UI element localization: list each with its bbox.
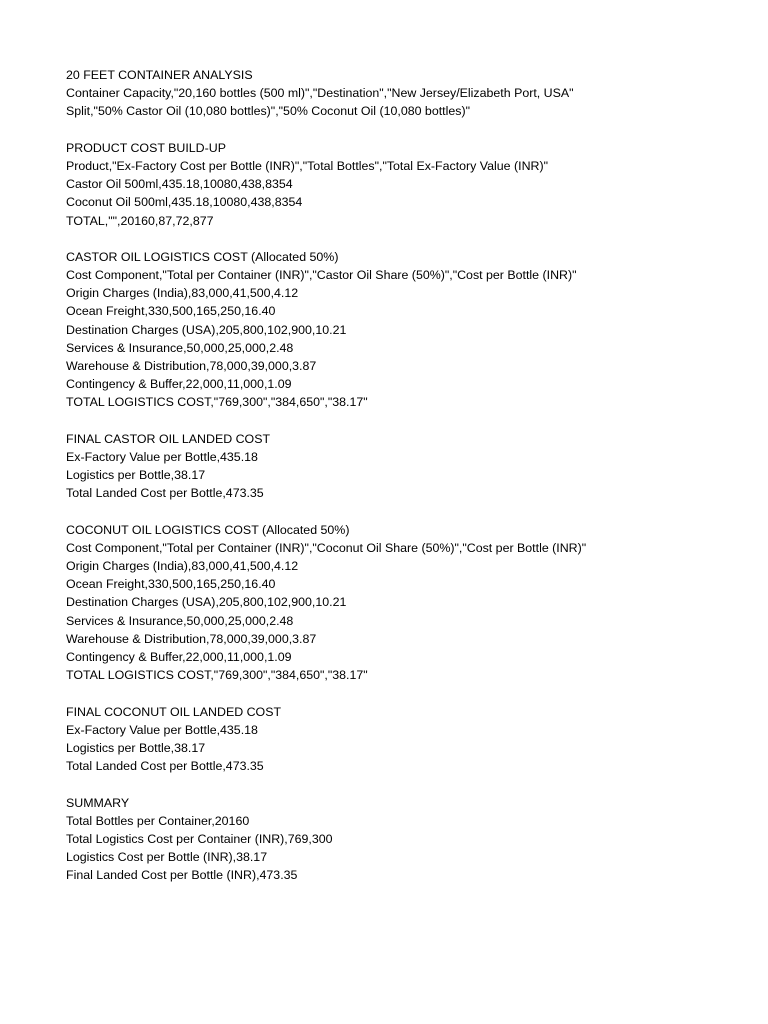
text-line: Cost Component,"Total per Container (INR)","Castor Oil Share (50%)","Cost per Bottle (INR)" — [66, 268, 577, 283]
section-container-analysis — [66, 66, 746, 121]
document-page — [66, 66, 746, 903]
text-line: Ex-Factory Value per Bottle,435.18 — [66, 722, 258, 737]
section-heading: SUMMARY — [66, 795, 130, 810]
text-line: Split,"50% Castor Oil (10,080 bottles)","50% Coconut Oil (10,080 bottles)" — [66, 104, 470, 119]
text-line: Destination Charges (USA),205,800,102,900,10.21 — [66, 322, 347, 337]
text-line: Origin Charges (India),83,000,41,500,4.12 — [66, 559, 299, 574]
section-coconut-logistics — [66, 521, 746, 685]
text-line: Contingency & Buffer,22,000,11,000,1.09 — [66, 377, 292, 392]
section-product-cost — [66, 139, 746, 230]
section-heading: 20 FEET CONTAINER ANALYSIS — [66, 68, 253, 82]
text-line: Services & Insurance,50,000,25,000,2.48 — [66, 340, 294, 355]
text-line: Ocean Freight,330,500,165,250,16.40 — [66, 304, 276, 319]
text-line: TOTAL LOGISTICS COST,"769,300","384,650","38.17" — [66, 668, 368, 683]
text-line: Logistics per Bottle,38.17 — [66, 468, 206, 483]
text-line: Total Landed Cost per Bottle,473.35 — [66, 759, 264, 774]
section-heading: FINAL COCONUT OIL LANDED COST — [66, 704, 282, 719]
text-line: Cost Component,"Total per Container (INR)","Coconut Oil Share (50%)","Cost per Bottle (INR)" — [66, 540, 587, 555]
section-castor-logistics — [66, 248, 746, 412]
text-line: Total Logistics Cost per Container (INR),769,300 — [66, 831, 333, 846]
section-castor-landed — [66, 430, 746, 503]
section-heading: COCONUT OIL LOGISTICS COST (Allocated 50%) — [66, 522, 350, 537]
section-coconut-landed — [66, 703, 746, 776]
text-line: Total Landed Cost per Bottle,473.35 — [66, 486, 264, 501]
text-line: Total Bottles per Container,20160 — [66, 813, 250, 828]
text-line: TOTAL,"",20160,87,72,877 — [66, 213, 214, 228]
section-heading: FINAL CASTOR OIL LANDED COST — [66, 431, 271, 446]
text-line: Ocean Freight,330,500,165,250,16.40 — [66, 577, 276, 592]
text-line: Castor Oil 500ml,435.18,10080,438,8354 — [66, 177, 293, 192]
text-line: Ex-Factory Value per Bottle,435.18 — [66, 449, 258, 464]
text-line: Destination Charges (USA),205,800,102,900,10.21 — [66, 595, 347, 610]
section-summary — [66, 794, 746, 885]
text-line: Logistics per Bottle,38.17 — [66, 740, 206, 755]
section-heading: PRODUCT COST BUILD-UP — [66, 140, 226, 155]
text-line: Contingency & Buffer,22,000,11,000,1.09 — [66, 650, 292, 664]
text-line: Container Capacity,"20,160 bottles (500 ml)","Destination","New Jersey/Elizabeth Port, USA" — [66, 86, 574, 101]
text-line: Origin Charges (India),83,000,41,500,4.12 — [66, 286, 299, 301]
text-line: Logistics Cost per Bottle (INR),38.17 — [66, 850, 268, 865]
section-heading: CASTOR OIL LOGISTICS COST (Allocated 50%) — [66, 249, 339, 264]
text-line: Coconut Oil 500ml,435.18,10080,438,8354 — [66, 195, 303, 210]
text-line: Warehouse & Distribution,78,000,39,000,3.87 — [66, 359, 317, 373]
text-line: Product,"Ex-Factory Cost per Bottle (INR)","Total Bottles","Total Ex-Factory Value (INR)" — [66, 158, 548, 173]
text-line: Warehouse & Distribution,78,000,39,000,3.87 — [66, 631, 317, 646]
text-line: TOTAL LOGISTICS COST,"769,300","384,650","38.17" — [66, 395, 368, 410]
text-line: Final Landed Cost per Bottle (INR),473.35 — [66, 868, 298, 883]
text-line: Services & Insurance,50,000,25,000,2.48 — [66, 613, 294, 628]
